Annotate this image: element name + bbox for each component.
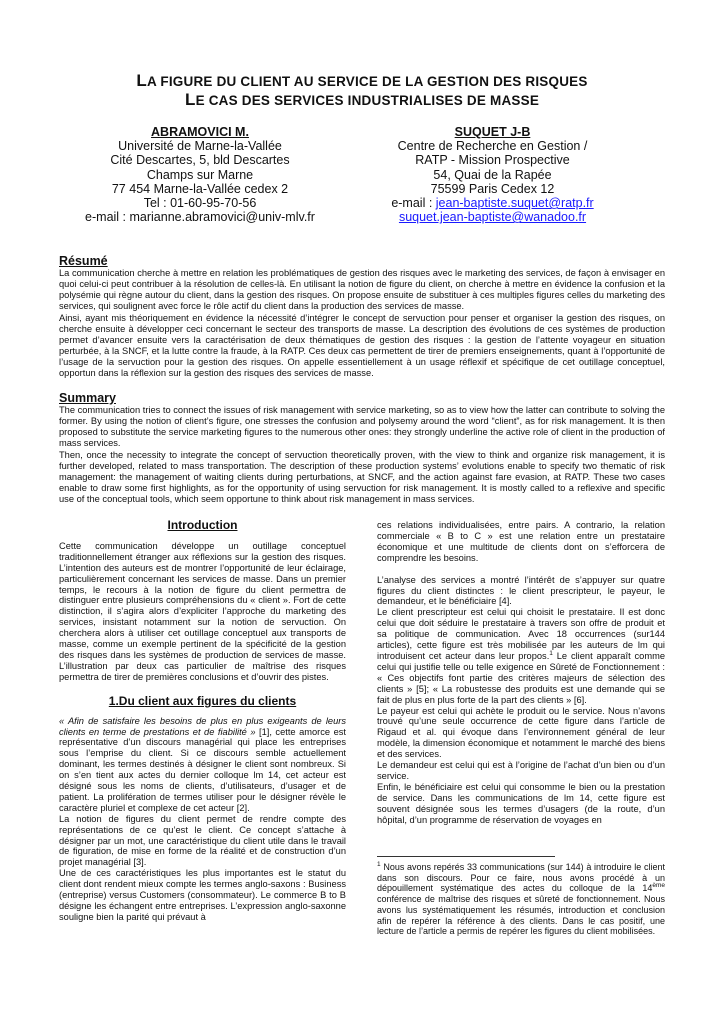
author-2-email-row — [345, 196, 640, 210]
right-paragraph-0: ces relations individualisées, entre pairs. A contrario, la relation commerciale « B to C » est une relation entre un prestataire économique et une multitude de clients dont on s’efforcera de comprendre les besoins. — [377, 520, 665, 563]
introduction-heading: Introduction — [167, 518, 238, 532]
paper-title-line-1 — [0, 72, 724, 90]
author-1-line: Tel : 01-60-95-70-56 — [143, 196, 257, 211]
author-1-line: Champs sur Marne — [146, 167, 254, 182]
author-1-line: Université de Marne-la-Vallée — [118, 139, 282, 154]
author-block-2 — [345, 125, 640, 224]
footnote-marker[interactable]: 1 — [549, 649, 553, 657]
right-paragraph-2a: Le client prescripteur est celui qui choisit le prestataire. Il est donc celui que doit séduire le prestataire à travers son offre de produit et sa politique de communication. Avec 18 occurrences (sur144 articles), cette figure est très mobilisée par les auteurs de lm qui introduisent cet acteur dans leur propos. — [377, 607, 665, 661]
author-2-name: SUQUET J-B — [454, 125, 531, 139]
author-2-line: Centre de Recherche en Gestion / — [397, 139, 588, 154]
author-1-line: Cité Descartes, 5, bld Descartes — [110, 153, 290, 168]
title-line-2-rest: E CAS DES SERVICES INDUSTRIALISES DE MASSE — [195, 93, 540, 108]
footnote — [377, 862, 665, 937]
resume-heading: Résumé — [59, 254, 108, 268]
resume-paragraph-2: Ainsi, ayant mis théoriquement en évidence la nécessité d’intégrer le concept de servuction pour penser et organiser la gestion des risques, on cherche ensuite à développer ceci concernant le secteur des transports de masse. La description des évolutions de ces systèmes de production permet d’avancer ensuite vers la caractérisation de deux thématiques de gestion des risques : la gestion de l’attente voyageur en situation perturbée, à la SNCF, et la lutte contre la fraude, à la RATP. Ces deux cas permettent de tirer de premiers enseignements, quant à l’opportunité de l’usage de la servuction pour la gestion des risques. On appelle essentiellement à un usage réflexif et spécifique de cet outillage conceptuel, opportun dans la réflexion sur la gestion des risques des services de masse. — [59, 313, 665, 378]
title-line-2-capital: L — [184, 90, 196, 109]
author-2-line: 54, Quai de la Rapée — [433, 167, 552, 182]
author-2-email-link-2[interactable]: suquet.jean-baptiste@wanadoo.fr — [398, 210, 587, 225]
title-line-1-capital: L — [136, 71, 148, 90]
right-paragraph-2b: Le client apparaît comme celui qui justifie telle ou telle exigence en Sûreté de Fonctionnement : « Ces objectifs font partie des critères majeurs de sélection des clients » [5]; « La robustesse des produits est une demande qui se fait de plus en plus forte de la part des clients » [6]. — [377, 650, 665, 705]
paper-title-line-2 — [0, 91, 724, 109]
author-2-email-row-2 — [345, 210, 640, 224]
footnote-superscript: ème — [652, 882, 665, 890]
section-1-paragraph-1 — [59, 716, 346, 814]
author-2-line: 75599 Paris Cedex 12 — [430, 181, 555, 196]
section-1-heading: 1.Du client aux figures du clients — [108, 693, 297, 708]
author-1-email-row — [60, 210, 340, 224]
author-1-line: 77 454 Marne-la-Vallée cedex 2 — [111, 181, 289, 196]
summary-heading: Summary — [59, 391, 116, 405]
author-2-email-link[interactable]: jean-baptiste.suquet@ratp.fr — [435, 196, 594, 211]
right-paragraph-5: Enfin, le bénéficiaire est celui qui consomme le bien ou la prestation de service. Dans les communications de lm 14, cette figure est souvent désignée sous les termes d’usagers (de la route, d’un hôpital, d’un programme de réservation de voyages en — [377, 781, 665, 825]
author-2-email-label: e-mail : — [391, 196, 436, 211]
author-1-name: ABRAMOVICI M. — [151, 125, 249, 139]
left-column — [59, 520, 346, 923]
right-paragraph-1: L’analyse des services a montré l’intérêt de s’appuyer sur quatre figures du client distinctes : le client prescripteur, le payeur, le demandeur, et le bénéficiaire [4]. — [377, 574, 665, 607]
section-1-paragraph-2: La notion de figures du client permet de rendre compte des représentations de ce qu’est le client. Ce concept s’attache à désigner par un mot, une caractéristique du client utile dans le travail de figuration, de mise en forme de la réalité et de construction d’un projet managérial [3]. — [59, 813, 346, 868]
author-block-1 — [60, 125, 340, 224]
quote-text: « Afin de satisfaire les besoins de plus en plus exigeants de leurs clients en terme de prestations et de fiabilité » — [59, 715, 346, 737]
right-column — [377, 520, 665, 825]
author-1-email-label: e-mail : — [85, 210, 130, 225]
title-line-1-rest: A FIGURE DU CLIENT AU SERVICE DE LA GESTION DES RISQUES — [147, 74, 588, 89]
resume-paragraph-1: La communication cherche à mettre en relation les problématiques de gestion des risques avec le marketing des services, de façon à envisager en quoi celui-ci peut contribuer à la résolution de celles-là. En utilisant la notion de figure du client, on cherche à mettre en évidence la confusion et la polysémie qui règne autour du client, dans la gestion des risques. On propose ensuite de substituer à ces multiples figures celles du marketing des services, qui soulignent avec force le rôle actif du client dans la production des services de masse. — [59, 268, 665, 311]
author-2-line: RATP - Mission Prospective — [415, 153, 570, 168]
footnote-part-b: conférence de maîtrise des risques et sûreté de fonctionnement. Nous avons lus systématiquement les résumés, introduction et conclusion afin de repérer la référence à des clients. Dans le cas positif, une lecture de l’article a permis de repérer les figures du client mobilisées. — [377, 894, 665, 937]
right-paragraph-4: Le demandeur est celui qui est à l’origine de l’achat d’un bien ou d’un service. — [377, 760, 665, 781]
footnote-number: 1 — [377, 861, 381, 868]
footnote-part-a: Nous avons repérés 33 communications (sur 144) à introduire le client dans son discours. Pour ce faire, nous avons procédé à un dépouillement systématique des actes du colloque de la 14 — [377, 862, 665, 894]
quote-continuation: [1], cette amorce est représentative d’un discours managérial qui place les entreprises sous l’emprise du client. Si ce discours semble actuellement dominant, les termes destinés à désigner le client sont nombreux. Si on s’en tient aux actes du dernier colloque lm 14, cet acteur est désigné sous les noms de clients, d’utilisateurs, d’usager et de patient. La prolifération de termes utiliser pour le désigner révèle le caractère pluriel et complexe de cet acteur [2]. — [59, 726, 346, 813]
footnote-separator — [377, 856, 555, 857]
author-1-email: marianne.abramovici@univ-mlv.fr — [129, 210, 315, 225]
section-1-paragraph-3: Une de ces caractéristiques les plus importantes est le statut du client dont rendent mieux compte les termes anglo-saxons : Business (entreprise) versus Customers (consommateur). Le commerce B to B désigne les échangent entre entreprises. L’expression anglo-saxonne souligne bien la parité qui prévaut à — [59, 868, 346, 922]
footnote-text — [377, 862, 665, 937]
right-paragraph-3: Le payeur est celui qui achète le produit ou le service. Nous n’avons trouvé qu’une seule occurrence de cette figure dans l’article de Rigaud et al. qui évoque dans l’environnement général de leur modèle, la dimension économique et notamment le marché des biens et des services. — [377, 705, 665, 760]
summary-paragraph-1: The communication tries to connect the issues of risk management with service marketing, so as to view how the latter can contribute to solving the former. By using the notion of client’s figure, one stresses the confusion and polysemy around the word “client”, as for risk management. It is then proposed to substitute the service marketing figures to the numerous other ones: they strongly underline the active role of client in the production of mass services. — [59, 405, 665, 448]
introduction-paragraph: Cette communication développe un outillage conceptuel traditionnellement étranger aux réflexions sur la gestion des risques. L’intention des auteurs est de montrer l’opportunité de leur éclairage, particulièrement concernant les services de masse. Dans un premier temps, le recours à la notion de figure du client permettra de distinguer entre plusieurs compréhensions du « client ». Fort de cette distinction, il s’agira alors d’expliciter l’approche du marketing des services, insistant notamment sur la notion de servuction. On cherchera alors à utiliser cet outillage conceptuel aux transports de masse, comme un exemple pertinent de la spécificité de la gestion des risques dans les systèmes de production de services de masse. L’illustration par deux cas particulier de maîtrise des risques permettra de tirer de premières conclusions et d’ouvrir des pistes. — [59, 540, 346, 682]
right-paragraph-2 — [377, 607, 665, 705]
summary-paragraph-2: Then, once the necessity to integrate the concept of servuction theoretically proven, with the view to think and organize risk management, it is further developed, related to mass transportation. The description of these production systems’ evolutions enable to specify two thematic of risk management: the management of waiting clients during perturbations, at SNCF, and the action against fare evasion, at RATP. These two cases enable to draw some first highlights, as for the opportunity of using servuction for risk management. It is mostly called to a reflexive and specific use of the conceptual tools, which seem opportune to think about risk management in mass services. — [59, 450, 665, 504]
